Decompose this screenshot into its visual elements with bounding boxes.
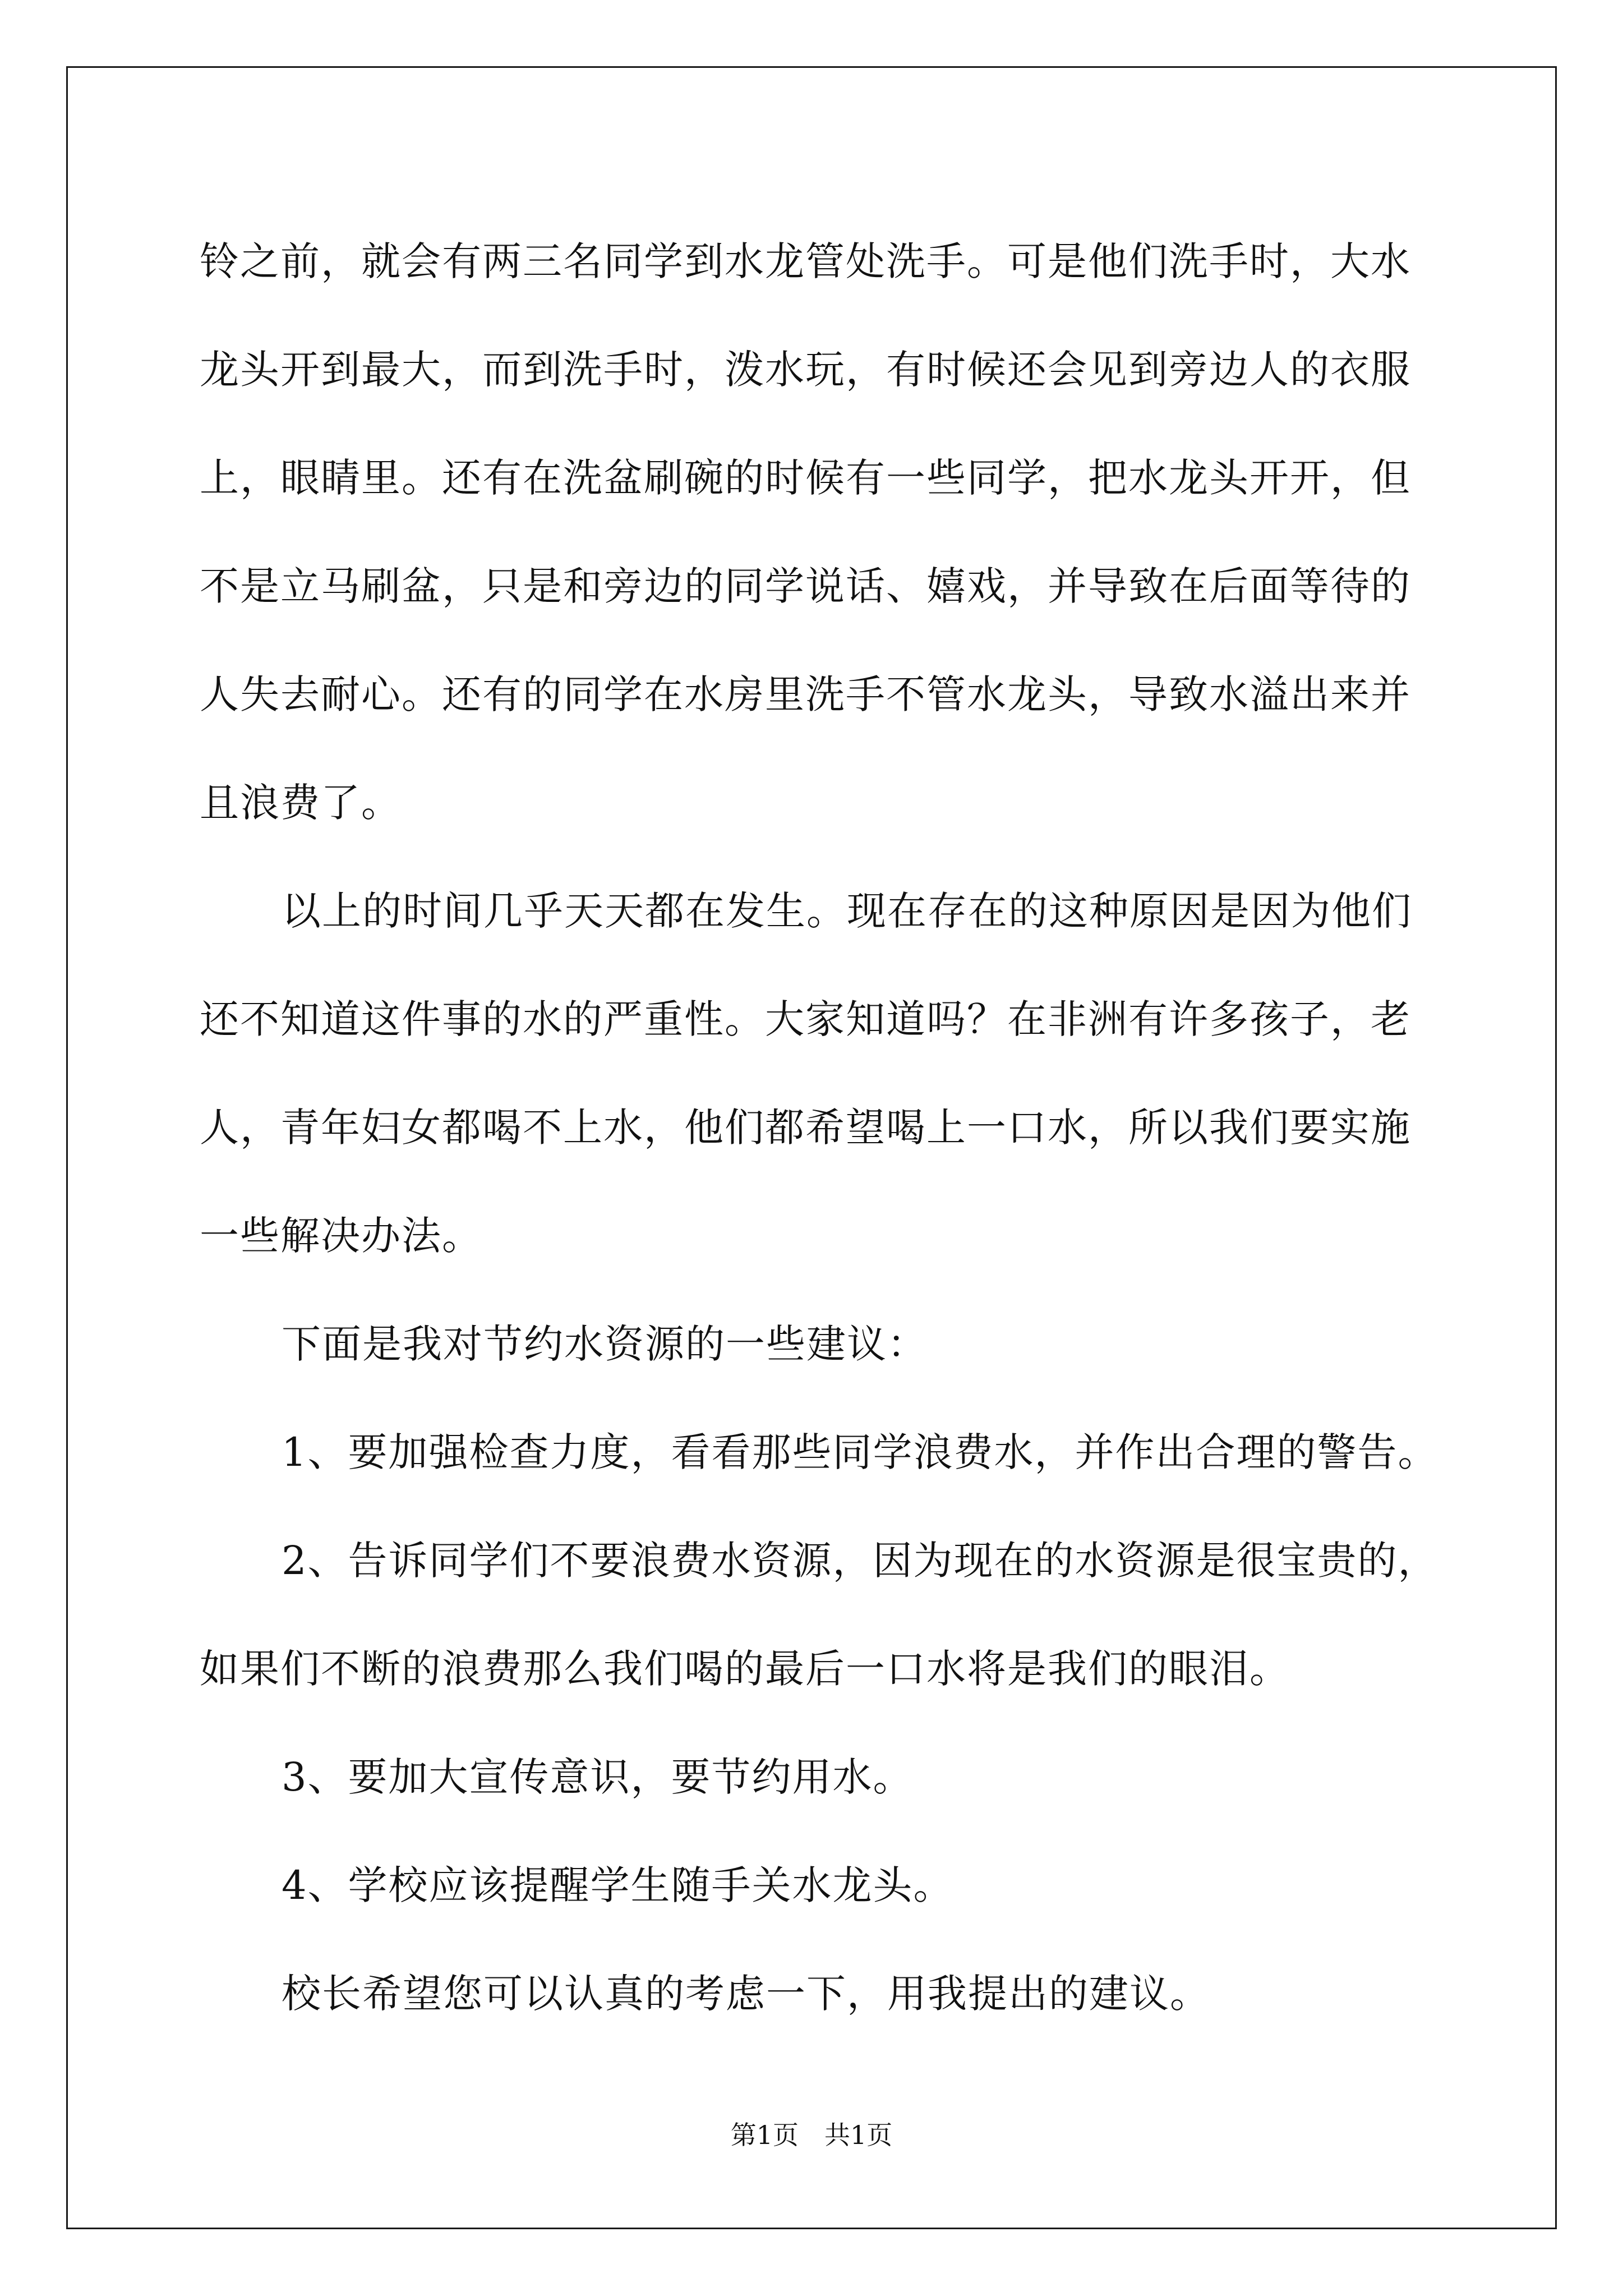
- closing-paragraph: 校长希望您可以认真的考虑一下，用我提出的建议。: [282, 1971, 1210, 2017]
- paragraph-1-line: 铃之前，就会有两三名同学到水龙管处洗手。可是他们洗手时，大水: [200, 238, 1411, 284]
- paragraph-2-line: 人，青年妇女都喝不上水，他们都希望喝上一口水，所以我们要实施: [200, 1105, 1411, 1151]
- paragraph-1-line: 人失去耐心。还有的同学在水房里洗手不管水龙头，导致水溢出来并: [200, 671, 1411, 717]
- suggestion-2-line: 如果们不断的浪费那么我们喝的最后一口水将是我们的眼泪。: [200, 1646, 1290, 1692]
- paragraph-2-line: 以上的时间几乎天天都在发生。现在存在的这种原因是因为他们: [282, 888, 1412, 934]
- paragraph-1-line: 龙头开到最大，而到洗手时，泼水玩，有时候还会见到旁边人的衣服: [200, 347, 1411, 393]
- paragraph-2-line: 还不知道这件事的水的严重性。大家知道吗？在非洲有许多孩子，老: [200, 996, 1411, 1042]
- paragraph-1-line: 不是立马刷盆，只是和旁边的同学说话、嬉戏，并导致在后面等待的: [200, 563, 1411, 609]
- suggestion-4: 4、学校应该提醒学生随手关水龙头。: [282, 1862, 954, 1908]
- suggestion-1: 1、要加强检查力度，看看那些同学浪费水，并作出合理的警告。: [282, 1429, 1438, 1475]
- paragraph-2-line: 一些解决办法。: [200, 1213, 482, 1259]
- paragraph-1-line: 且浪费了。: [200, 780, 402, 826]
- page-number: 第1页 共1页: [730, 2120, 893, 2150]
- paragraph-3: 下面是我对节约水资源的一些建议：: [282, 1321, 928, 1367]
- suggestion-3: 3、要加大宣传意识，要节约用水。: [282, 1754, 914, 1800]
- page-footer: [0, 2115, 1623, 2152]
- suggestion-2-line: 2、告诉同学们不要浪费水资源，因为现在的水资源是很宝贵的，: [282, 1538, 1438, 1584]
- document-body: [200, 208, 1438, 2048]
- paragraph-1-line: 上，眼睛里。还有在洗盆刷碗的时候有一些同学，把水龙头开开，但: [200, 455, 1411, 501]
